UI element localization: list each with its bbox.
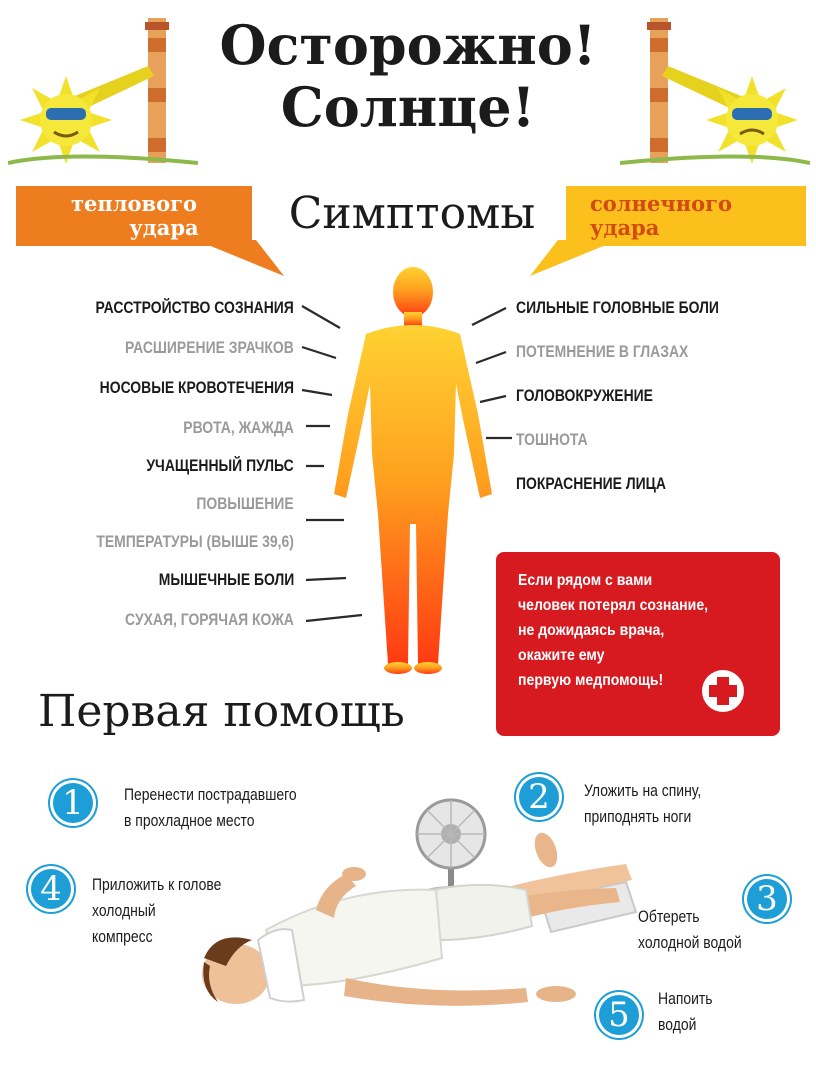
symptom-left-4: РВОТА, ЖАЖДА: [183, 418, 294, 437]
notice-line-3: не дожидаясь врача,: [518, 622, 665, 639]
step-5-text: [658, 986, 713, 1038]
step-4-text: [92, 872, 221, 950]
step-4-line-2: холодный: [92, 901, 156, 920]
step-3-line-1: Обтереть: [638, 907, 700, 926]
step-2-line-2: приподнять ноги: [584, 807, 692, 826]
symptoms-heading: Симптомы: [288, 188, 536, 239]
symptom-right-1: СИЛЬНЫЕ ГОЛОВНЫЕ БОЛИ: [516, 298, 719, 317]
title-line-1: Осторожно!: [219, 13, 597, 77]
step-3-line-2: холодной водой: [638, 933, 742, 952]
symptom-left-3: НОСОВЫЕ КРОВОТЕЧЕНИЯ: [99, 378, 294, 397]
ribbon-right-line-1: солнечного: [590, 191, 732, 216]
symptom-left-9: СУХАЯ, ГОРЯЧАЯ КОЖА: [125, 610, 294, 629]
symptom-left-1: РАССТРОЙСТВО СОЗНАНИЯ: [95, 298, 294, 317]
symptom-left-8: МЫШЕЧНЫЕ БОЛИ: [158, 570, 294, 589]
step-4-line-3: компресс: [92, 927, 153, 946]
step-1-text: [124, 782, 297, 834]
step-3-text: [638, 904, 742, 956]
step-4-number-badge: 4: [28, 866, 74, 912]
notice-line-4: окажите ему: [518, 647, 605, 664]
symptom-left-2: РАСШИРЕНИЕ ЗРАЧКОВ: [125, 338, 294, 357]
step-2-line-1: Уложить на спину,: [584, 781, 702, 800]
step-4-line-1: Приложить к голове: [92, 875, 222, 894]
step-5-number-badge: 5: [596, 992, 642, 1038]
notice-line-1: Если рядом с вами: [518, 572, 653, 589]
symptom-right-2: ПОТЕМНЕНИЕ В ГЛАЗАХ: [516, 342, 689, 361]
step-1-number-badge: 1: [50, 780, 96, 826]
symptom-right-4: ТОШНОТА: [516, 430, 588, 449]
title-line-2: Солнце!: [280, 75, 536, 139]
step-3-number-badge: 3: [744, 876, 790, 922]
step-2-text: [584, 778, 701, 830]
symptom-right-3: ГОЛОВОКРУЖЕНИЕ: [516, 386, 653, 405]
ribbon-left-line-1: теплового: [70, 191, 198, 216]
notice-line-5: первую медпомощь!: [518, 672, 664, 689]
step-5-line-2: водой: [658, 1015, 697, 1034]
ribbon-left-line-2: удара: [129, 215, 199, 240]
step-5-line-1: Напоить: [658, 989, 713, 1008]
first-aid-heading: Первая помощь: [38, 686, 405, 737]
symptom-left-7: ТЕМПЕРАТУРЫ (ВЫШЕ 39,6): [96, 532, 294, 551]
symptom-left-6: ПОВЫШЕНИЕ: [196, 494, 294, 513]
medical-cross-icon: [702, 670, 744, 712]
notice-line-2: человек потерял сознание,: [518, 597, 709, 614]
step-1-line-1: Перенести пострадавшего: [124, 785, 297, 804]
step-2-number-badge: 2: [516, 774, 562, 820]
symptom-right-5: ПОКРАСНЕНИЕ ЛИЦА: [516, 474, 666, 493]
step-1-line-2: в прохладное место: [124, 811, 255, 830]
ribbon-right-line-2: удара: [590, 215, 660, 240]
symptom-left-5: УЧАЩЕННЫЙ ПУЛЬС: [146, 456, 294, 475]
